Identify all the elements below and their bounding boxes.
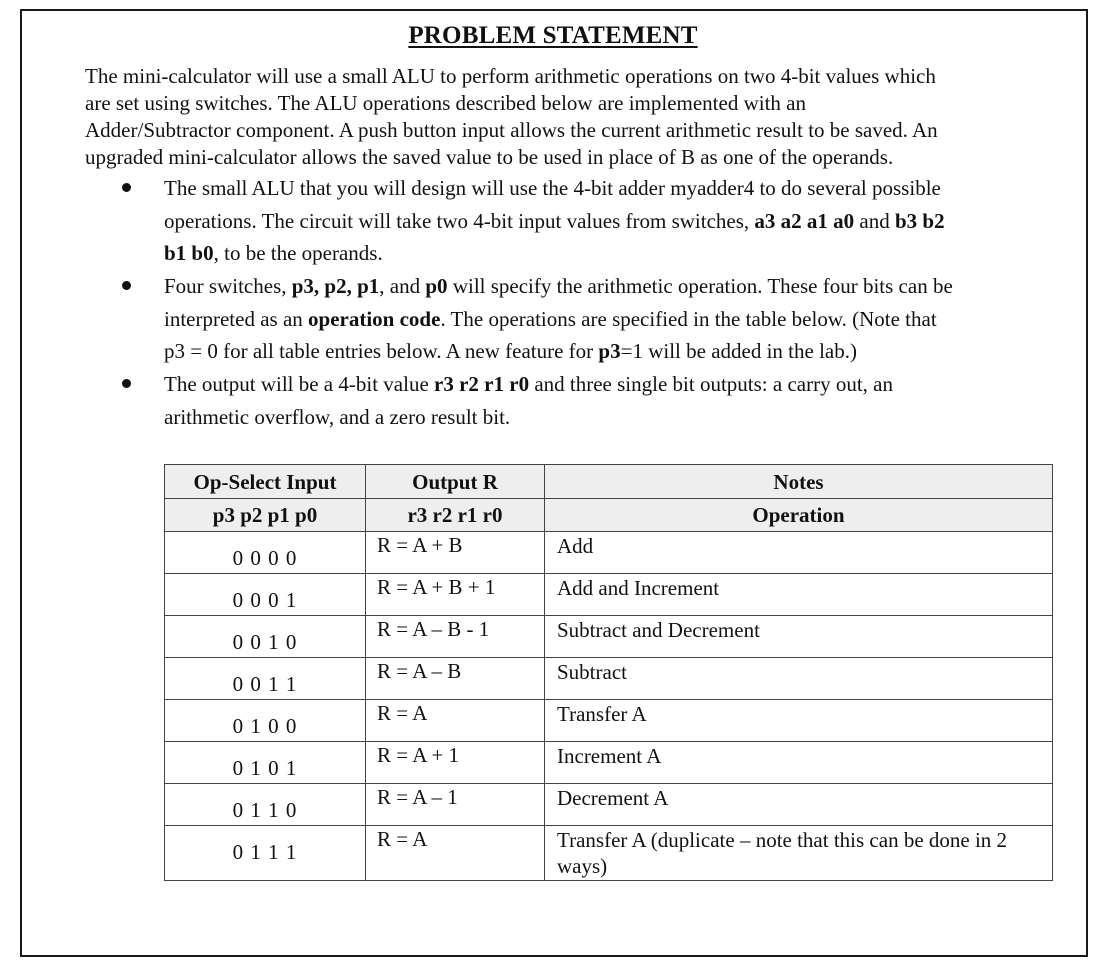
header-operation: Operation <box>545 499 1053 532</box>
table-row <box>165 742 1053 784</box>
note-cell: Add and Increment <box>545 574 1053 616</box>
bullet-line: operations. The circuit will take two 4-bit input values from switches, a3 a2 a1 a0 and b3 b2 <box>164 208 945 233</box>
note-cell: Subtract and Decrement <box>545 616 1053 658</box>
table-subheader-row <box>165 499 1053 532</box>
table-row <box>165 826 1053 881</box>
bullet-item-2 <box>164 270 1094 368</box>
table-row <box>165 700 1053 742</box>
note-cell: Decrement A <box>545 784 1053 826</box>
table-row <box>165 658 1053 700</box>
intro-line: are set using switches. The ALU operations described below are implemented with an <box>85 91 806 115</box>
output-cell: R = A – B <box>366 658 545 700</box>
header-notes: Notes <box>545 465 1053 499</box>
page-title: PROBLEM STATEMENT <box>408 22 698 49</box>
op-code-cell: 0 0 1 0 <box>165 616 366 658</box>
op-code-cell: 0 0 0 0 <box>165 532 366 574</box>
bullet-line: arithmetic overflow, and a zero result bit. <box>164 404 511 429</box>
operations-table <box>164 464 1053 881</box>
header-op-select: Op-Select Input <box>165 465 366 499</box>
bullet-line: The output will be a 4-bit value r3 r2 r1 r0 and three single bit outputs: a carry out, an <box>164 372 893 396</box>
op-code-cell: 0 0 1 1 <box>165 658 366 700</box>
bullet-item-1 <box>164 172 1094 270</box>
bullet-line: p3 = 0 for all table entries below. A new feature for p3=1 will be added in the lab.) <box>164 339 857 363</box>
output-cell: R = A – 1 <box>366 784 545 826</box>
output-cell: R = A – B - 1 <box>366 616 545 658</box>
header-input-bits: p3 p2 p1 p0 <box>165 499 366 532</box>
op-code-cell: 0 1 0 1 <box>165 742 366 784</box>
bullet-line: interpreted as an operation code. The operations are specified in the table below. (Note that <box>164 306 937 331</box>
op-code-cell: 0 1 1 1 <box>165 826 366 881</box>
bullet-dot-icon <box>122 281 131 290</box>
output-cell: R = A <box>366 826 545 881</box>
bullet-line: b1 b0, to be the operands. <box>164 241 383 265</box>
output-cell: R = A + B + 1 <box>366 574 545 616</box>
table-row <box>165 784 1053 826</box>
table-row <box>165 532 1053 574</box>
intro-line: The mini-calculator will use a small ALU to perform arithmetic operations on two 4-bit values which <box>85 64 936 88</box>
note-cell: Subtract <box>545 658 1053 700</box>
header-output-bits: r3 r2 r1 r0 <box>366 499 545 532</box>
bullet-line: The small ALU that you will design will use the 4-bit adder myadder4 to do several possible <box>164 176 941 200</box>
table-row <box>165 574 1053 616</box>
bullet-line: Four switches, p3, p2, p1, and p0 will specify the arithmetic operation. These four bits can be <box>164 274 953 298</box>
op-code-cell: 0 1 1 0 <box>165 784 366 826</box>
header-output: Output R <box>366 465 545 499</box>
intro-paragraph <box>85 63 1085 171</box>
bullet-dot-icon <box>122 379 131 388</box>
bullet-item-3 <box>164 368 1094 433</box>
op-code-cell: 0 1 0 0 <box>165 700 366 742</box>
table-header-row <box>165 465 1053 499</box>
note-cell: Transfer A <box>545 700 1053 742</box>
note-cell: Transfer A (duplicate – note that this can be done in 2 ways) <box>545 826 1053 881</box>
note-cell: Add <box>545 532 1053 574</box>
intro-line: Adder/Subtractor component. A push button input allows the current arithmetic result to be saved. An <box>85 118 938 142</box>
op-code-cell: 0 0 0 1 <box>165 574 366 616</box>
note-cell: Increment A <box>545 742 1053 784</box>
intro-line: upgraded mini-calculator allows the saved value to be used in place of B as one of the operands. <box>85 145 894 169</box>
table-row <box>165 616 1053 658</box>
output-cell: R = A <box>366 700 545 742</box>
output-cell: R = A + B <box>366 532 545 574</box>
bullet-dot-icon <box>122 183 131 192</box>
output-cell: R = A + 1 <box>366 742 545 784</box>
